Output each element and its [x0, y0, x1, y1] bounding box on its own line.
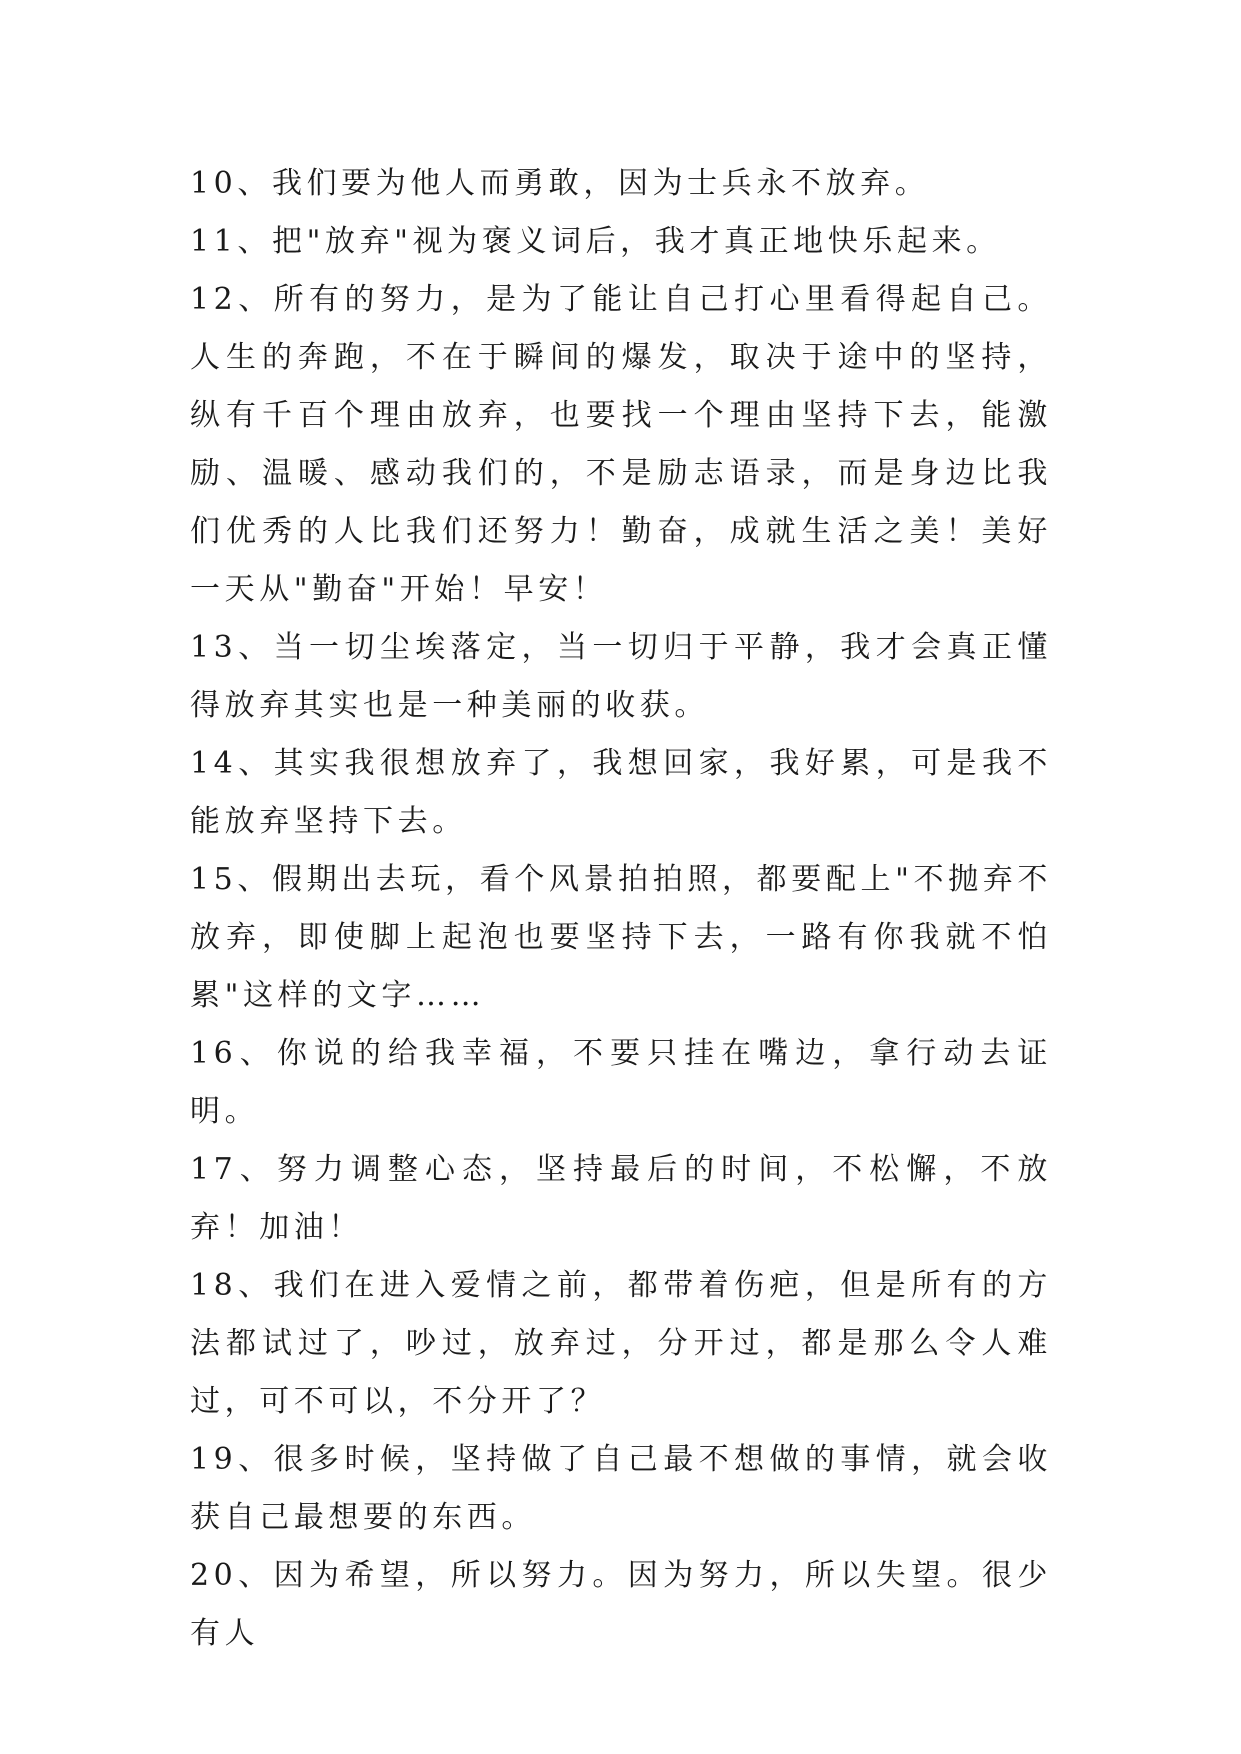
paragraph-12: 12、所有的努力，是为了能让自己打心里看得起自己。人生的奔跑，不在于瞬间的爆发，取决于途中的坚持，纵有千百个理由放弃，也要找一个理由坚持下去，能激励、温暖、感动我们的，不是励志语录，而是身边比我们优秀的人比我们还努力！勤奋，成就生活之美！美好一天从"勤奋"开始！早安！ — [190, 282, 1052, 607]
paragraph-16: 16、你说的给我幸福，不要只挂在嘴边，拿行动去证明。 — [190, 1036, 1052, 1129]
paragraph-20: 20、因为希望，所以努力。因为努力，所以失望。很少有人 — [190, 1558, 1052, 1651]
document-body — [190, 155, 1052, 1663]
paragraph-19: 19、很多时候，坚持做了自己最不想做的事情，就会收获自己最想要的东西。 — [190, 1442, 1052, 1535]
paragraph-18: 18、我们在进入爱情之前，都带着伤疤，但是所有的方法都试过了，吵过，放弃过，分开过，都是那么令人难过，可不可以，不分开了？ — [190, 1268, 1052, 1419]
paragraph-14: 14、其实我很想放弃了，我想回家，我好累，可是我不能放弃坚持下去。 — [190, 746, 1052, 839]
paragraph-17: 17、努力调整心态，坚持最后的时间，不松懈，不放弃！加油！ — [190, 1152, 1052, 1245]
paragraph-15: 15、假期出去玩，看个风景拍拍照，都要配上"不抛弃不放弃，即使脚上起泡也要坚持下去，一路有你我就不怕累"这样的文字…… — [190, 862, 1052, 1013]
paragraph-10: 10、我们要为他人而勇敢，因为士兵永不放弃。 — [190, 166, 930, 201]
paragraph-13: 13、当一切尘埃落定，当一切归于平静，我才会真正懂得放弃其实也是一种美丽的收获。 — [190, 630, 1052, 723]
paragraph-11: 11、把"放弃"视为褒义词后，我才真正地快乐起来。 — [190, 224, 1001, 259]
